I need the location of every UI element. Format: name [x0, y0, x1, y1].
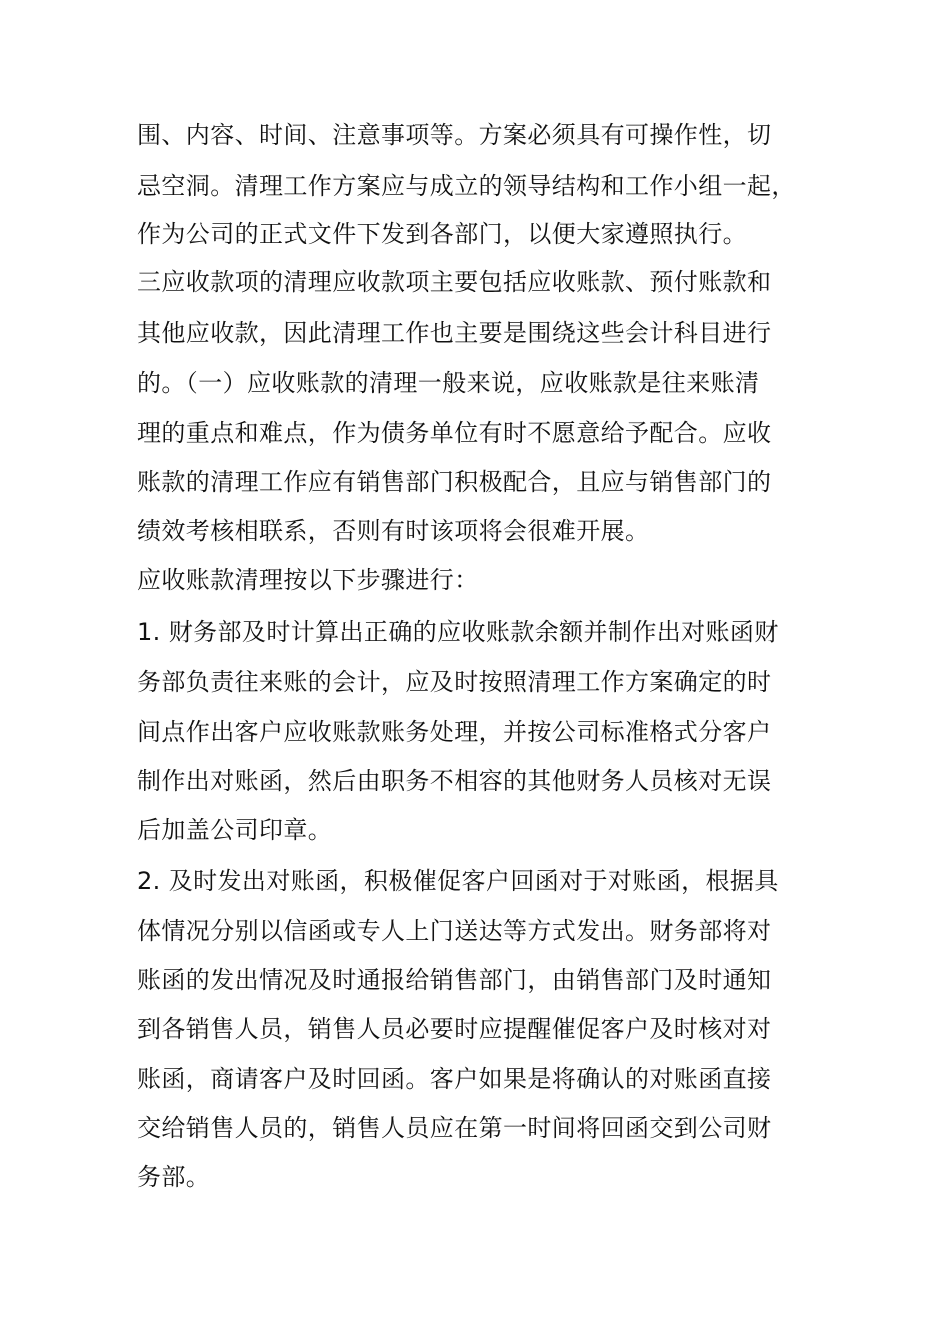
text-line: 应收账款清理按以下步骤进行：	[137, 566, 479, 594]
text-line: 到各销售人员，销售人员必要时应提醒催促客户及时核对对	[137, 1015, 772, 1043]
text-line: 体情况分别以信函或专人上门送达等方式发出。财务部将对	[137, 917, 772, 945]
text-line: 间点作出客户应收账款账务处理，并按公司标准格式分客户	[137, 718, 772, 746]
text-line: 理的重点和难点，作为债务单位有时不愿意给予配合。应收	[137, 419, 772, 447]
text-line: 后加盖公司印章。	[137, 816, 333, 844]
text-line: 务部。	[137, 1163, 211, 1191]
text-line: 的。（一）应收账款的清理一般来说，应收账款是往来账清	[137, 369, 760, 397]
text-line: 作为公司的正式文件下发到各部门，以便大家遵照执行。	[137, 220, 747, 248]
text-line: 账款的清理工作应有销售部门积极配合，且应与销售部门的	[137, 468, 772, 496]
text-line: 绩效考核相联系，否则有时该项将会很难开展。	[137, 517, 650, 545]
text-line: 2. 及时发出对账函，积极催促客户回函对于对账函，根据具	[137, 867, 779, 895]
text-line: 三应收款项的清理应收款项主要包括应收账款、预付账款和	[137, 268, 772, 296]
text-line: 忌空洞。清理工作方案应与成立的领导结构和工作小组一起，	[137, 172, 796, 200]
text-line: 务部负责往来账的会计，应及时按照清理工作方案确定的时	[137, 668, 772, 696]
text-line: 账函，商请客户及时回函。客户如果是将确认的对账函直接	[137, 1065, 772, 1093]
text-line: 其他应收款，因此清理工作也主要是围绕这些会计科目进行	[137, 319, 772, 347]
text-line: 1. 财务部及时计算出正确的应收账款余额并制作出对账函财	[137, 618, 779, 646]
text-line: 账函的发出情况及时通报给销售部门，由销售部门及时通知	[137, 966, 772, 994]
text-line: 交给销售人员的，销售人员应在第一时间将回函交到公司财	[137, 1114, 772, 1142]
text-line: 制作出对账函，然后由职务不相容的其他财务人员核对无误	[137, 767, 772, 795]
text-line: 围、内容、时间、注意事项等。方案必须具有可操作性，切	[137, 121, 772, 149]
